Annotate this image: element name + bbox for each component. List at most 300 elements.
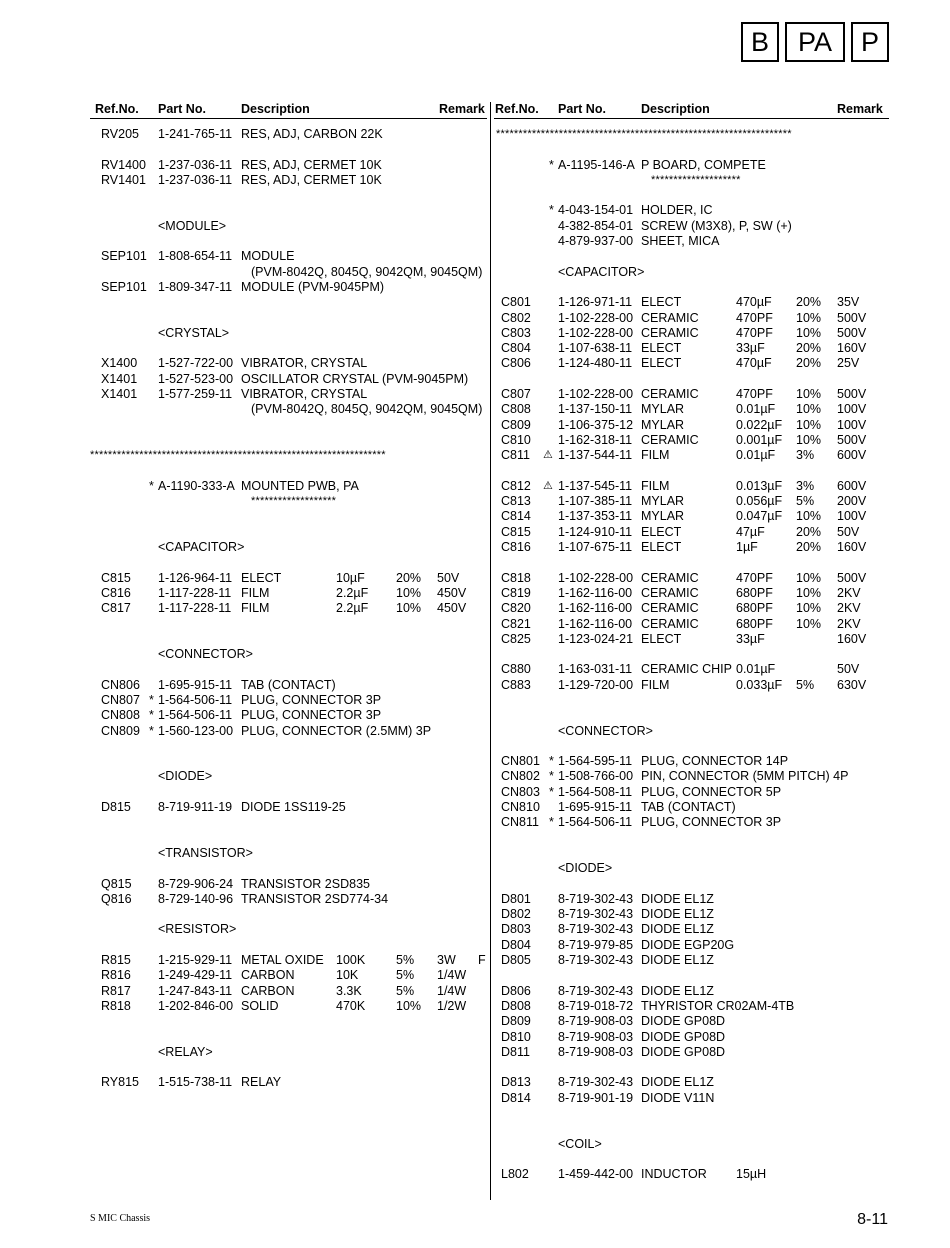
list-item [400, 632, 890, 647]
description: CERAMIC [641, 387, 699, 402]
part-no: 1-163-031-11 [558, 662, 633, 677]
description: CERAMIC [641, 432, 699, 447]
description: RES, ADJ, CARBON 22K [241, 127, 383, 141]
list-item [400, 601, 890, 616]
list-item [400, 769, 890, 784]
header-remark-left: Remark [439, 102, 485, 116]
tolerance: 10% [796, 417, 822, 432]
tolerance: 5% [396, 968, 415, 983]
description: FILM [241, 601, 270, 616]
description: DIODE EL1Z [641, 922, 714, 937]
part-no: 1-126-964-11 [158, 570, 233, 585]
chassis-name: S MIC Chassis [90, 1213, 151, 1224]
part-no: 1-249-429-11 [158, 968, 233, 983]
description: ELECT [641, 540, 682, 555]
value: 0.033µF [736, 677, 783, 692]
ref-no: C815 [501, 524, 531, 539]
description: DIODE GP08D [641, 1029, 726, 1044]
description: CERAMIC [641, 310, 699, 325]
value: 0.056µF [736, 494, 783, 509]
section-tabs [741, 22, 889, 62]
part-no: A-1195-146-A [558, 157, 635, 172]
part-no: 8-719-302-43 [558, 922, 634, 937]
part-no: 1-695-915-11 [158, 677, 233, 692]
description: MODULE [241, 249, 295, 264]
star-mark-icon: * [549, 754, 554, 769]
description: PLUG, CONNECTOR 14P [641, 754, 789, 769]
part-no: 8-719-908-03 [558, 1029, 634, 1044]
part-no: 1-137-544-11 [558, 448, 633, 463]
rating: 500V [837, 432, 867, 447]
description: PLUG, CONNECTOR 3P [641, 815, 782, 830]
tab-pa: PA [785, 22, 845, 62]
section-heading: <RELAY> [158, 1044, 213, 1059]
ref-no: C814 [501, 509, 531, 524]
parts-list-right [400, 127, 890, 1182]
tolerance: 10% [796, 432, 822, 447]
rating: 100V [837, 509, 867, 524]
tolerance: 10% [796, 616, 822, 631]
ref-no: D808 [501, 998, 531, 1013]
description: INDUCTOR [641, 1167, 707, 1182]
rating: 100V [837, 402, 867, 417]
part-no: 1-564-595-11 [558, 754, 633, 769]
rating: 450V [437, 601, 467, 616]
list-item [400, 142, 890, 157]
list-item [400, 555, 890, 570]
part-no: 8-719-911-19 [158, 800, 233, 815]
ref-no: X1400 [101, 356, 138, 371]
ref-no: L802 [501, 1167, 529, 1182]
rating: 100V [837, 417, 867, 432]
ref-no: C820 [501, 601, 531, 616]
description: CARBON [241, 983, 295, 998]
list-item [400, 922, 890, 937]
ref-no: C880 [501, 662, 531, 677]
star-mark-icon: * [549, 769, 554, 784]
rating: 160V [837, 341, 867, 356]
value: 10K [336, 968, 359, 983]
part-no: 1-577-259-11 [158, 387, 233, 402]
ref-no: D802 [501, 907, 531, 922]
description: RES, ADJ, CERMET 10K [241, 157, 382, 172]
tab-b: B [741, 22, 779, 62]
part-no: 1-560-123-00 [158, 723, 234, 738]
description: DIODE EL1Z [641, 953, 714, 968]
list-item [400, 861, 890, 876]
ref-no: RV1401 [101, 172, 146, 187]
description: CERAMIC [641, 585, 699, 600]
tolerance: 20% [796, 341, 822, 356]
ref-no: C810 [501, 432, 531, 447]
ref-no: R818 [101, 998, 131, 1013]
list-item [400, 356, 890, 371]
description: MYLAR [641, 509, 685, 524]
tolerance: 10% [796, 325, 822, 340]
ref-no: D810 [501, 1029, 531, 1044]
value: 680PF [736, 616, 773, 631]
header-rule-right [494, 118, 889, 119]
ref-no: C803 [501, 325, 531, 340]
description: SOLID [241, 998, 279, 1013]
rating: 25V [837, 356, 860, 371]
part-no: 1-117-228-11 [158, 601, 232, 616]
description: SCREW (M3X8), P, SW (+) [641, 218, 792, 233]
tolerance: 10% [796, 585, 822, 600]
section-heading: <DIODE> [158, 769, 213, 784]
part-no: 1-527-523-00 [158, 371, 234, 386]
part-no: 4-043-154-01 [558, 203, 634, 218]
part-no: 1-162-116-00 [558, 616, 633, 631]
part-no: 1-124-480-11 [558, 356, 633, 371]
value: 3.3K [336, 983, 362, 998]
part-no: 1-137-150-11 [558, 402, 633, 417]
part-no: 1-102-228-00 [558, 310, 634, 325]
description: CERAMIC [641, 325, 699, 340]
value: 470PF [736, 325, 773, 340]
value: 470K [336, 998, 366, 1013]
description: ELECT [641, 356, 682, 371]
description: ELECT [641, 295, 682, 310]
description: FILM [641, 448, 670, 463]
tolerance: 20% [796, 540, 822, 555]
rating: 450V [437, 585, 467, 600]
description: PIN, CONNECTOR (5MM PITCH) 4P [641, 769, 849, 784]
ref-no: CN802 [501, 769, 540, 784]
part-no: 1-124-910-11 [558, 524, 633, 539]
ref-no: D806 [501, 983, 531, 998]
ref-no: CN801 [501, 754, 540, 769]
star-mark-icon: * [549, 203, 554, 218]
ref-no: CN811 [501, 815, 539, 830]
list-item [400, 265, 890, 280]
value: 0.01µF [736, 662, 776, 677]
tolerance: 10% [396, 998, 422, 1013]
ref-no: D814 [501, 1090, 531, 1105]
part-no: 1-202-846-00 [158, 998, 234, 1013]
list-item [400, 999, 890, 1014]
list-item [400, 387, 890, 402]
description: MOUNTED PWB, PA [241, 478, 359, 493]
part-no: 1-808-654-11 [158, 249, 233, 264]
value: 100K [336, 953, 366, 968]
list-item [400, 739, 890, 754]
ref-no: SEP101 [101, 279, 147, 294]
section-heading: <CAPACITOR> [158, 540, 245, 555]
remark: F [478, 953, 486, 968]
rating: 500V [837, 325, 867, 340]
rating: 1/4W [437, 983, 467, 998]
list-item [400, 724, 890, 739]
value: 680PF [736, 585, 773, 600]
tolerance: 10% [796, 310, 822, 325]
description: DIODE EL1Z [641, 907, 714, 922]
star-mark-icon: * [149, 478, 154, 493]
tolerance: 3% [796, 448, 815, 463]
rating: 2KV [837, 585, 861, 600]
rating: 600V [837, 478, 867, 493]
description: MODULE (PVM-9045PM) [241, 279, 385, 294]
description: CERAMIC [641, 616, 699, 631]
rating: 2KV [837, 601, 861, 616]
description: PLUG, CONNECTOR 5P [641, 784, 782, 799]
part-no: 1-107-638-11 [558, 341, 633, 356]
part-no: 1-564-508-11 [558, 784, 633, 799]
description-continued: (PVM-8042Q, 8045Q, 9042QM, 9045QM) [251, 402, 483, 417]
ref-no: Q815 [101, 876, 132, 891]
part-no: 1-129-720-00 [558, 677, 634, 692]
list-item [400, 1091, 890, 1106]
part-no: 1-237-036-11 [158, 157, 233, 172]
ref-no: C808 [501, 402, 531, 417]
ref-no: C801 [501, 295, 531, 310]
description-continued: (PVM-8042Q, 8045Q, 9042QM, 9045QM) [251, 264, 483, 279]
ref-no: C807 [501, 387, 531, 402]
description: ELECT [241, 570, 282, 585]
section-heading: <CONNECTOR> [558, 723, 653, 738]
description: FILM [641, 677, 670, 692]
section-heading: <RESISTOR> [158, 922, 237, 937]
ref-no: C815 [101, 570, 131, 585]
part-no: 8-719-901-19 [558, 1090, 634, 1105]
part-no: 1-564-506-11 [158, 708, 233, 723]
rating: 1/4W [437, 968, 467, 983]
star-mark-icon: * [149, 723, 154, 738]
header-remark-right: Remark [837, 102, 883, 116]
list-item [400, 280, 890, 295]
description: TAB (CONTACT) [641, 800, 736, 815]
header-ref-right: Ref.No. [495, 102, 539, 116]
list-item [400, 800, 890, 815]
list-item [400, 831, 890, 846]
rating: 50V [437, 570, 460, 585]
list-item [400, 525, 890, 540]
description: TRANSISTOR 2SD835 [241, 876, 370, 891]
value: 680PF [736, 601, 773, 616]
value: 0.013µF [736, 478, 783, 493]
ref-no: C812 [501, 478, 531, 493]
star-mark-icon: * [149, 708, 154, 723]
tolerance: 20% [396, 570, 422, 585]
part-no: A-1190-333-A [158, 478, 235, 493]
part-no: 8-719-302-43 [558, 907, 634, 922]
description: THYRISTOR CR02AM-4TB [641, 998, 795, 1013]
description: RES, ADJ, CERMET 10K [241, 172, 382, 187]
ref-no: D805 [501, 953, 531, 968]
description: CERAMIC CHIP [641, 662, 732, 677]
section-heading: <DIODE> [558, 861, 613, 876]
description: METAL OXIDE [241, 953, 324, 968]
value: 2.2µF [336, 601, 369, 616]
tab-p: P [851, 22, 889, 62]
list-item [400, 540, 890, 555]
description: PLUG, CONNECTOR 3P [241, 692, 382, 707]
ref-no: D815 [101, 800, 131, 815]
value: 15µH [736, 1167, 767, 1182]
separator-stars: ****************************************************************** [90, 449, 386, 462]
description: DIODE V11N [641, 1090, 715, 1105]
rating: 3W [437, 953, 456, 968]
description: DIODE 1SS119-25 [241, 800, 346, 815]
value: 47µF [736, 524, 765, 539]
ref-no: R817 [101, 983, 131, 998]
list-item [400, 494, 890, 509]
part-no: 1-241-765-11 [158, 127, 233, 141]
ref-no: C817 [101, 601, 131, 616]
list-item [400, 693, 890, 708]
list-item [400, 1152, 890, 1167]
part-no: 8-719-302-43 [558, 891, 634, 906]
value: 470PF [736, 387, 773, 402]
list-item [400, 678, 890, 693]
list-item [400, 295, 890, 310]
list-item [400, 907, 890, 922]
description: MYLAR [641, 417, 685, 432]
description: RELAY [241, 1075, 282, 1090]
part-no: 1-162-116-00 [558, 601, 633, 616]
header-part-left: Part No. [158, 102, 206, 116]
underline-stars: ******************* [251, 495, 337, 508]
value: 33µF [736, 631, 765, 646]
ref-no: D813 [501, 1075, 531, 1090]
rating: 2KV [837, 616, 861, 631]
description: DIODE EL1Z [641, 983, 714, 998]
value: 2.2µF [336, 585, 369, 600]
value: 470µF [736, 356, 772, 371]
list-item [400, 326, 890, 341]
part-no: 1-215-929-11 [158, 953, 233, 968]
ref-no: C811 [501, 448, 530, 463]
description: CARBON [241, 968, 295, 983]
list-item [400, 418, 890, 433]
list-item [400, 1106, 890, 1121]
part-no: 8-719-979-85 [558, 937, 634, 952]
description: DIODE GP08D [641, 1014, 726, 1029]
ref-no: C819 [501, 585, 531, 600]
description: FILM [241, 585, 270, 600]
rating: 630V [837, 677, 867, 692]
tolerance: 10% [396, 601, 422, 616]
value: 33µF [736, 341, 765, 356]
list-item [400, 785, 890, 800]
rating: 50V [837, 662, 860, 677]
rating: 500V [837, 387, 867, 402]
rating: 35V [837, 295, 860, 310]
safety-warning-icon: ⚠ [543, 449, 553, 462]
description: TAB (CONTACT) [241, 677, 336, 692]
ref-no: D801 [501, 891, 531, 906]
part-no: 1-162-116-00 [558, 585, 633, 600]
list-item [400, 402, 890, 417]
ref-no: C816 [501, 540, 531, 555]
list-item [400, 249, 890, 264]
section-heading: <TRANSISTOR> [158, 845, 253, 860]
list-item [400, 203, 890, 218]
part-no: 1-102-228-00 [558, 570, 634, 585]
ref-no: CN810 [501, 800, 540, 815]
part-no: 1-564-506-11 [158, 692, 233, 707]
part-no: 8-729-140-96 [158, 891, 234, 906]
header-part-right: Part No. [558, 102, 606, 116]
part-no: 1-527-722-00 [158, 356, 234, 371]
part-no: 8-719-302-43 [558, 983, 634, 998]
part-no: 1-162-318-11 [558, 432, 633, 447]
description: PLUG, CONNECTOR (2.5MM) 3P [241, 723, 432, 738]
rating: 600V [837, 448, 867, 463]
part-no: 8-719-018-72 [558, 998, 634, 1013]
ref-no: Q816 [101, 891, 132, 906]
rating: 50V [837, 524, 860, 539]
list-item [400, 617, 890, 632]
list-item [400, 188, 890, 203]
value: 470PF [736, 310, 773, 325]
part-no: 1-695-915-11 [558, 800, 633, 815]
tolerance: 20% [796, 356, 822, 371]
list-item [400, 509, 890, 524]
ref-no: R816 [101, 968, 131, 983]
list-item [400, 1167, 890, 1182]
list-item [400, 127, 890, 142]
list-item [400, 433, 890, 448]
ref-no: CN808 [101, 708, 140, 723]
rating: 200V [837, 494, 867, 509]
ref-no: CN803 [501, 784, 540, 799]
value: 0.01µF [736, 402, 776, 417]
description: VIBRATOR, CRYSTAL [241, 356, 368, 371]
list-item [400, 938, 890, 953]
value: 10µF [336, 570, 365, 585]
description: HOLDER, IC [641, 203, 713, 218]
ref-no: X1401 [101, 387, 138, 402]
description: FILM [641, 478, 670, 493]
rating: 160V [837, 540, 867, 555]
ref-no: D811 [501, 1044, 530, 1059]
section-heading: <COIL> [558, 1136, 602, 1151]
list-item [400, 708, 890, 723]
value: 0.047µF [736, 509, 783, 524]
list-item [400, 754, 890, 769]
part-no: 8-719-908-03 [558, 1044, 634, 1059]
ref-no: D804 [501, 937, 531, 952]
part-no: 1-106-375-12 [558, 417, 634, 432]
description: P BOARD, COMPETE [641, 157, 766, 172]
description: CERAMIC [641, 570, 699, 585]
header-rule-left [90, 118, 487, 119]
description: MYLAR [641, 494, 685, 509]
star-mark-icon: * [549, 784, 554, 799]
part-no: 1-107-675-11 [558, 540, 633, 555]
ref-no: D809 [501, 1014, 531, 1029]
star-mark-icon: * [549, 157, 554, 172]
part-no: 1-137-353-11 [558, 509, 633, 524]
part-no: 4-382-854-01 [558, 218, 634, 233]
description: DIODE GP08D [641, 1044, 726, 1059]
tolerance: 10% [796, 509, 822, 524]
ref-no: C813 [501, 494, 531, 509]
rating: 500V [837, 570, 867, 585]
ref-no: C802 [501, 310, 531, 325]
list-item [400, 372, 890, 387]
list-item [400, 1075, 890, 1090]
list-item [400, 953, 890, 968]
ref-no: RY815 [101, 1075, 139, 1090]
part-no: 1-117-228-11 [158, 585, 232, 600]
part-no: 1-515-738-11 [158, 1075, 233, 1090]
list-item [400, 1045, 890, 1060]
list-item [400, 448, 890, 463]
description: ELECT [641, 341, 682, 356]
list-item [400, 586, 890, 601]
